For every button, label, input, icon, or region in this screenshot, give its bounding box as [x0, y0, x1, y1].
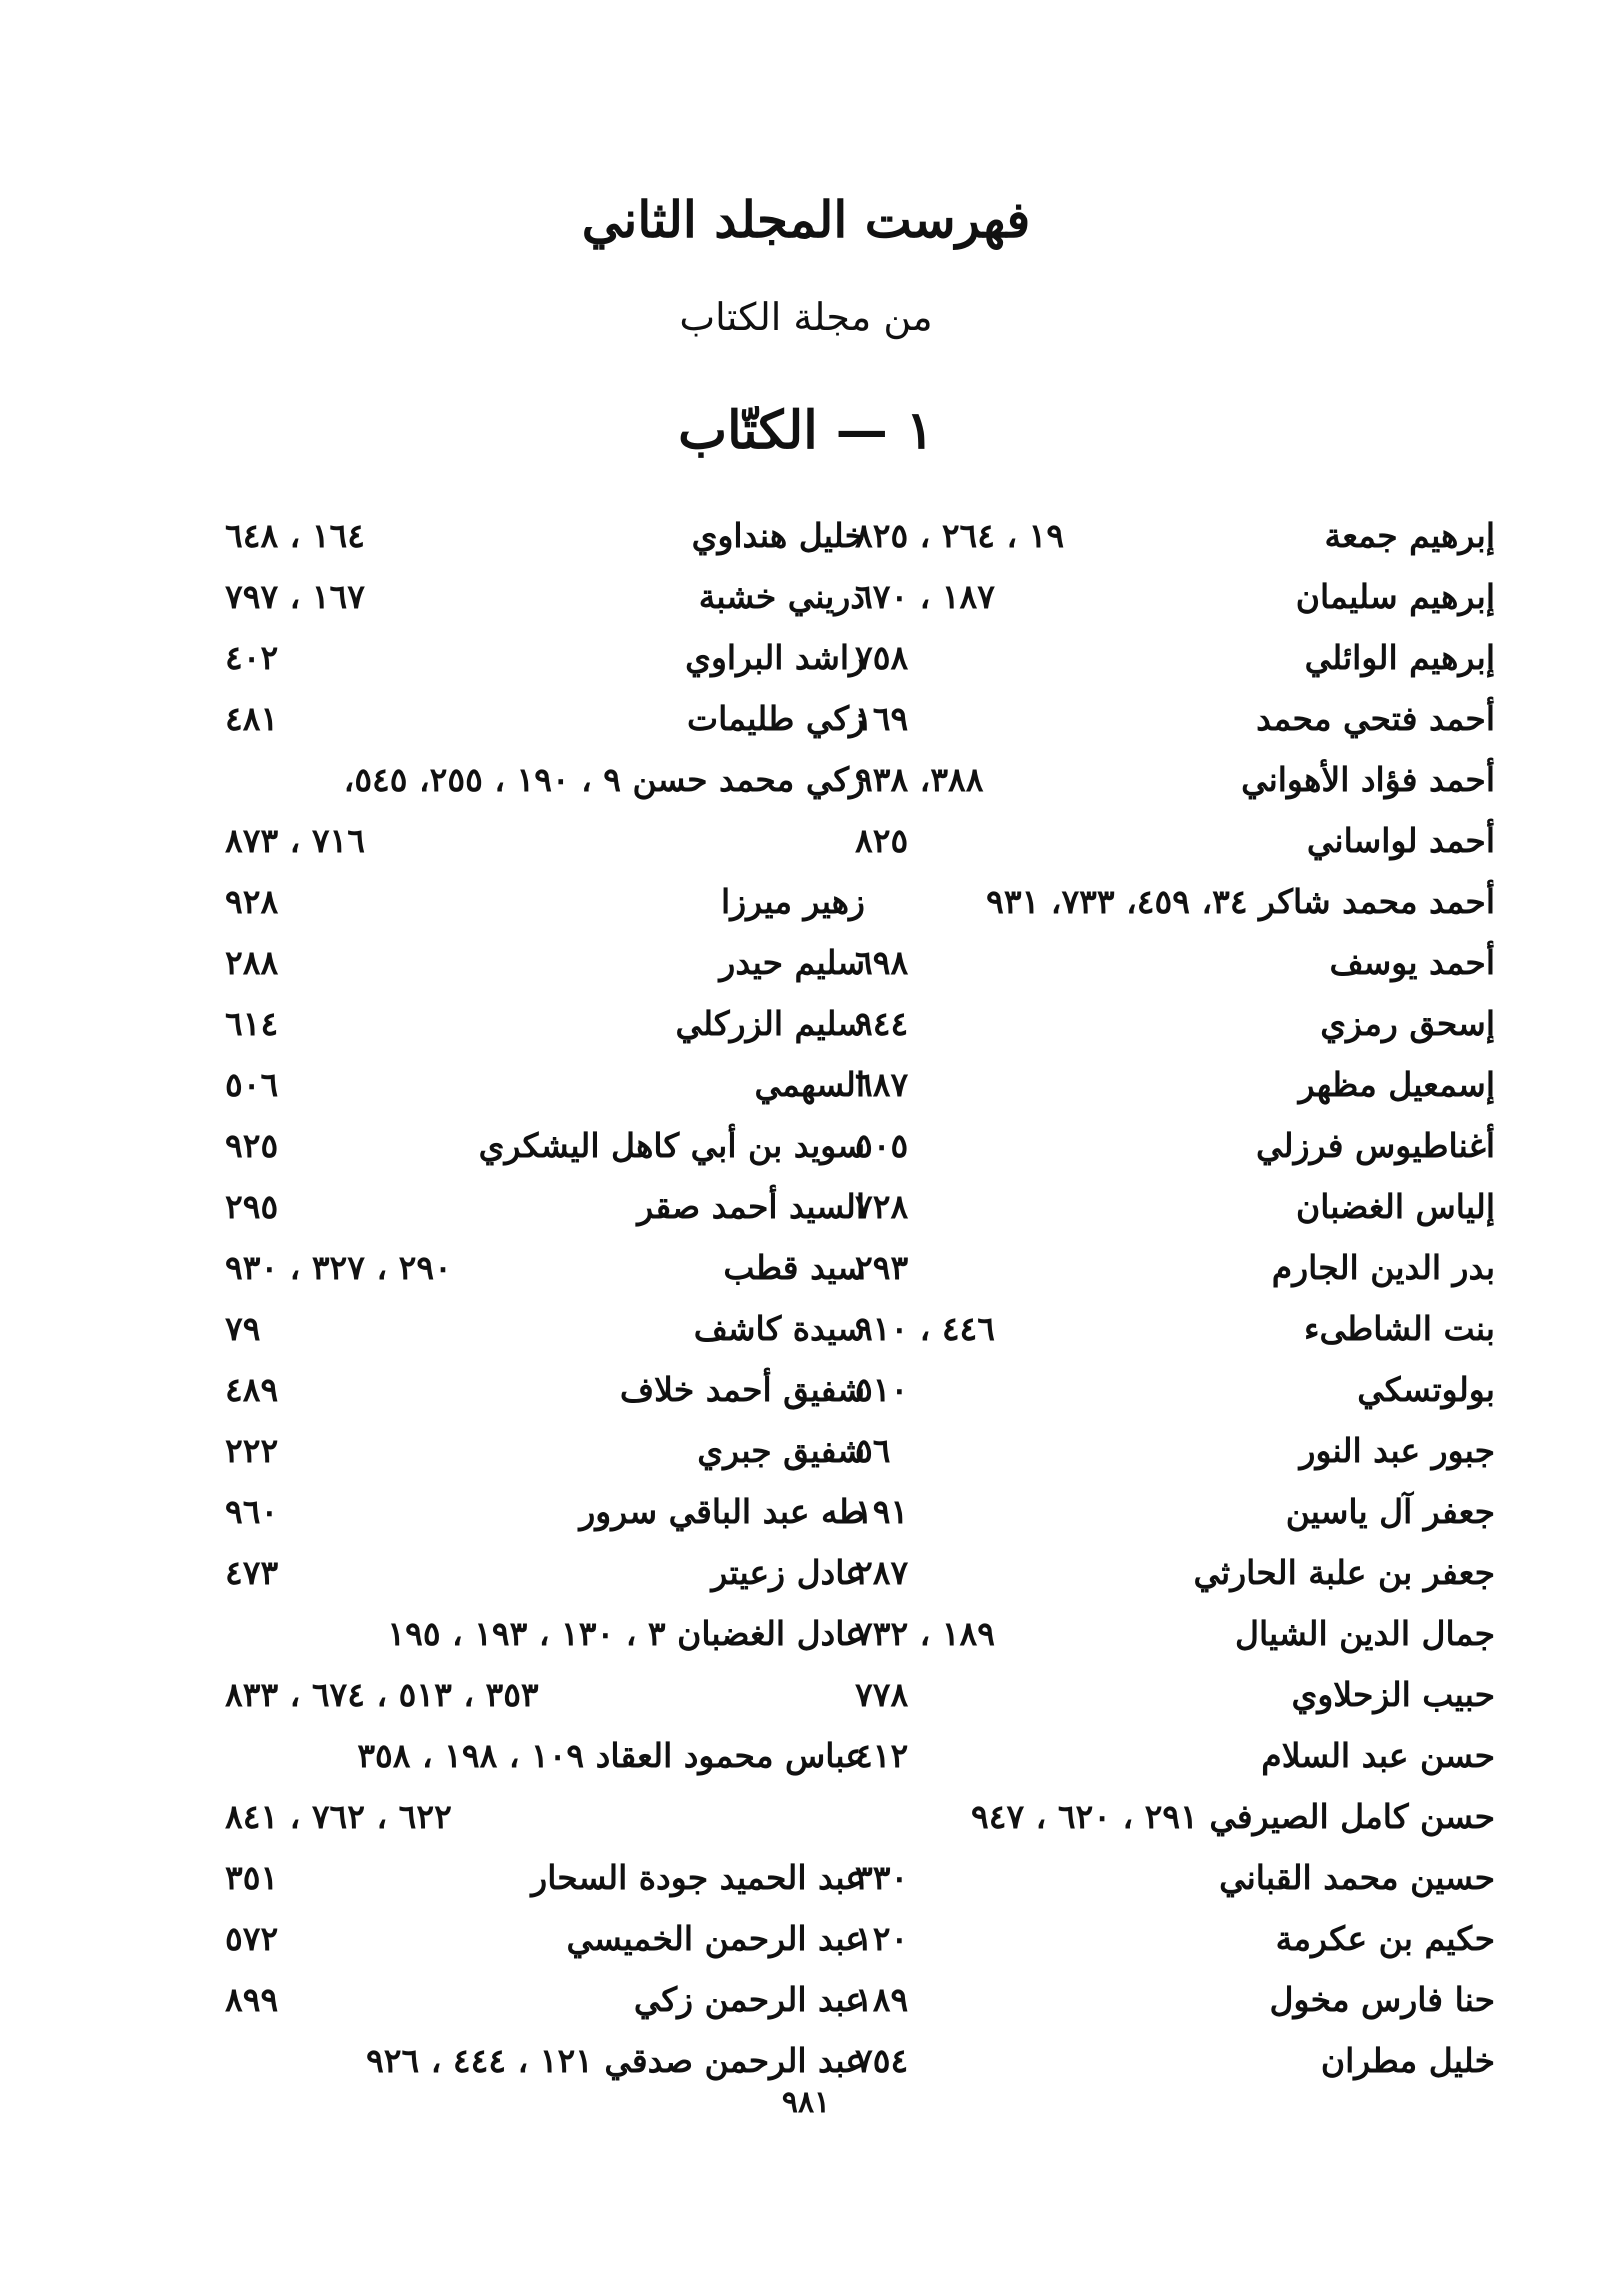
page-references: ٤٨١	[225, 699, 279, 738]
page-references: ١٨٧ ، ٦٧٠	[855, 577, 996, 616]
author-name: عبد الحميد جودة السحار	[531, 1858, 865, 1897]
index-entry	[225, 627, 865, 688]
index-entry	[225, 1786, 865, 1847]
index-entry	[855, 1908, 1495, 1969]
author-name: إسمعيل مظهر	[1298, 1065, 1495, 1104]
page-references: ٧٩	[225, 1309, 261, 1348]
author-name: أحمد فؤاد الأهواني	[1241, 760, 1495, 799]
author-name: عبد الرحمن زكي	[633, 1980, 865, 2019]
page-references: ٤١٢	[855, 1736, 909, 1775]
author-name: إبرهيم سليمان	[1295, 577, 1495, 616]
page-references: ٧٢٨	[855, 1187, 909, 1226]
page-references: ٥١٠	[855, 1370, 909, 1409]
page-references: ٢٨٨	[225, 943, 279, 982]
page-references: ٧٧٨	[855, 1675, 909, 1714]
page-references: ٩٤٤	[855, 1004, 909, 1043]
page-references: ٨٩٩	[225, 1980, 279, 2019]
index-entry	[225, 1115, 865, 1176]
author-name: راشد البراوي	[685, 638, 865, 677]
index-entry	[855, 993, 1495, 1054]
author-name: حسن كامل الصيرفي ٢٩١ ، ٦٢٠ ، ٩٤٧	[971, 1797, 1495, 1836]
index-entry	[855, 1237, 1495, 1298]
author-name: دريني خشبة	[698, 577, 865, 616]
index-entry	[225, 1908, 865, 1969]
author-name: جمال الدين الشيال	[1235, 1614, 1495, 1653]
page-references: ٣٥١	[225, 1858, 279, 1897]
page-references: ٨٢٥	[855, 821, 909, 860]
author-name: سليم الزركلي	[675, 1004, 865, 1043]
index-entry	[855, 1420, 1495, 1481]
author-name: أغناطيوس فرزلي	[1256, 1126, 1495, 1165]
page-references: ١٨٩ ، ٧٣٢	[855, 1614, 996, 1653]
index-entry	[225, 505, 865, 566]
author-name: شفيق جبري	[697, 1431, 865, 1470]
author-name: إبرهيم جمعة	[1324, 516, 1495, 555]
author-name: أحمد فتحي محمد	[1256, 699, 1495, 738]
page-references: ٦٩٨	[855, 943, 909, 982]
index-entry	[855, 688, 1495, 749]
author-name: سويد بن أبي كاهل اليشكري	[478, 1126, 865, 1165]
index-entry	[225, 1237, 865, 1298]
page-references: ٤٨٩	[225, 1370, 279, 1409]
index-entry	[225, 1847, 865, 1908]
index-entry	[225, 1542, 865, 1603]
page-references: ٩٦٠	[225, 1492, 279, 1531]
author-name: حسن عبد السلام	[1261, 1736, 1495, 1775]
index-entry	[225, 1969, 865, 2030]
author-name: حسين محمد القباني	[1219, 1858, 1495, 1897]
author-name: أحمد لواساني	[1306, 821, 1495, 860]
author-name: حكيم بن عكرمة	[1275, 1919, 1495, 1958]
page-references: ٧٥٨	[855, 638, 909, 677]
page-references: ١٦٧ ، ٧٩٧	[225, 577, 366, 616]
author-name: شفيق أحمد خلاف	[619, 1370, 865, 1409]
page-references: ١٦٩	[855, 699, 909, 738]
index-entry	[855, 566, 1495, 627]
author-name: حبيب الزحلاوي	[1291, 1675, 1495, 1714]
index-entry	[225, 871, 865, 932]
page-title: فهرست المجلد الثاني	[581, 190, 1031, 249]
author-name: السيد أحمد صقر	[637, 1187, 865, 1226]
page-references: ٣٨٨، ٩٣٨	[855, 760, 984, 799]
page-number: ٩٨١	[781, 2085, 831, 2120]
page-references: ٣٣٠	[855, 1858, 909, 1897]
author-name: سليم حيدر	[719, 943, 865, 982]
page-references: ١٦٤ ، ٦٤٨	[225, 516, 366, 555]
author-name: عباس محمود العقاد ١٠٩ ، ١٩٨ ، ٣٥٨	[357, 1736, 865, 1775]
index-entry	[855, 1603, 1495, 1664]
index-entry	[225, 1603, 865, 1664]
page-references: ٦٢٢ ، ٧٦٢ ، ٨٤١	[225, 1797, 452, 1836]
author-name: بولوتسكي	[1357, 1370, 1495, 1409]
author-name: زهير ميرزا	[721, 882, 865, 921]
index-entry	[855, 1969, 1495, 2030]
index-entry	[225, 1664, 865, 1725]
index-entry	[855, 1481, 1495, 1542]
page-references: ٦٨٧	[855, 1065, 909, 1104]
page-references: ٧٥٤	[855, 2041, 909, 2080]
index-entry	[225, 1420, 865, 1481]
index-entry	[225, 1481, 865, 1542]
index-entry	[225, 932, 865, 993]
author-name: إلياس الغضبان	[1295, 1187, 1495, 1226]
index-entry	[225, 749, 865, 810]
index-entry	[225, 1359, 865, 1420]
page-references: ٢٩٠ ، ٣٢٧ ، ٩٣٠	[225, 1248, 452, 1287]
index-entry	[855, 1359, 1495, 1420]
author-name: بنت الشاطىء	[1303, 1309, 1495, 1348]
index-entry	[225, 810, 865, 871]
author-name: أحمد يوسف	[1329, 943, 1495, 982]
index-column-right	[855, 505, 1495, 2091]
page-references: ٥٠٥	[855, 1126, 909, 1165]
index-column-left	[225, 505, 865, 2091]
index-entry	[225, 1054, 865, 1115]
index-entry	[855, 932, 1495, 993]
page-references: ١٢٠	[855, 1919, 909, 1958]
author-name: سيدة كاشف	[693, 1309, 865, 1348]
index-entry	[855, 1115, 1495, 1176]
author-name: أحمد محمد شاكر ٣٤، ٤٥٩، ٧٣٣، ٩٣١	[986, 882, 1495, 921]
author-name: جعفر بن علبة الحارثي	[1193, 1553, 1495, 1592]
index-entry	[855, 1298, 1495, 1359]
page-references: ١٩ ، ٢٦٤ ، ٨٢٥	[855, 516, 1065, 555]
page-references: ٩٢٥	[225, 1126, 279, 1165]
page-references: ٢٩٣	[855, 1248, 909, 1287]
index-entry	[855, 1725, 1495, 1786]
index-entry	[855, 1786, 1495, 1847]
index-entry	[855, 871, 1495, 932]
index-entry	[855, 1542, 1495, 1603]
index-entry	[225, 566, 865, 627]
page-references: ٤٧٣	[225, 1553, 279, 1592]
author-name: جعفر آل ياسين	[1285, 1492, 1495, 1531]
author-name: بدر الدين الجارم	[1271, 1248, 1495, 1287]
page-references: ١٩١	[855, 1492, 909, 1531]
index-entry	[225, 688, 865, 749]
author-name: عادل الغضبان ٣ ، ١٣٠ ، ١٩٣ ، ١٩٥	[387, 1614, 865, 1653]
author-name: خليل هنداوي	[691, 516, 865, 555]
page-references: ٥٦	[855, 1431, 891, 1470]
index-entry	[225, 1176, 865, 1237]
author-name: عبد الرحمن صدقي ١٢١ ، ٤٤٤ ، ٩٢٦	[366, 2041, 865, 2080]
index-entry	[855, 1054, 1495, 1115]
index-entry	[225, 1725, 865, 1786]
author-name: إسحق رمزي	[1320, 1004, 1495, 1043]
index-entry	[855, 810, 1495, 871]
page-references: ٥٠٦	[225, 1065, 279, 1104]
author-name: حنا فارس مخول	[1269, 1980, 1495, 2019]
index-entry	[855, 749, 1495, 810]
index-entry	[855, 1176, 1495, 1237]
index-entry	[225, 993, 865, 1054]
page-references: ٣٥٣ ، ٥١٣ ، ٦٧٤ ، ٨٣٣	[225, 1675, 539, 1714]
author-name: السهمي	[754, 1065, 865, 1104]
section-heading: ١ — الكتّاب	[678, 400, 934, 461]
page-references: ٤٠٢	[225, 638, 279, 677]
author-name: زكي محمد حسن ٩ ، ١٩٠ ، ٢٥٥، ٥٤٥،	[343, 760, 865, 799]
index-entry	[225, 1298, 865, 1359]
index-entry	[855, 2030, 1495, 2091]
page-subtitle: من مجلة الكتاب	[679, 295, 933, 339]
page-references: ٦١٤	[225, 1004, 279, 1043]
page-references: ٤٤٦ ، ٩١٠	[855, 1309, 996, 1348]
author-name: خليل مطران	[1320, 2041, 1495, 2080]
author-name: زكي طليمات	[687, 699, 865, 738]
page-references: ١٨٩	[855, 1980, 909, 2019]
index-entry	[855, 1847, 1495, 1908]
page-references: ٢٢٢	[225, 1431, 279, 1470]
page-references: ٢٨٧	[855, 1553, 909, 1592]
author-name: جبور عبد النور	[1299, 1431, 1495, 1470]
page-references: ٩٢٨	[225, 882, 279, 921]
page-references: ٧١٦ ، ٨٧٣	[225, 821, 366, 860]
author-name: إبرهيم الوائلي	[1304, 638, 1495, 677]
page-references: ٢٩٥	[225, 1187, 279, 1226]
author-name: عبد الرحمن الخميسي	[566, 1919, 865, 1958]
author-name: طه عبد الباقي سرور	[579, 1492, 865, 1531]
index-entry	[855, 505, 1495, 566]
index-entry	[225, 2030, 865, 2091]
page-references: ٥٧٢	[225, 1919, 279, 1958]
index-entry	[855, 627, 1495, 688]
index-entry	[855, 1664, 1495, 1725]
author-name: عادل زعيتر	[711, 1553, 865, 1592]
author-name: سيد قطب	[723, 1248, 865, 1287]
